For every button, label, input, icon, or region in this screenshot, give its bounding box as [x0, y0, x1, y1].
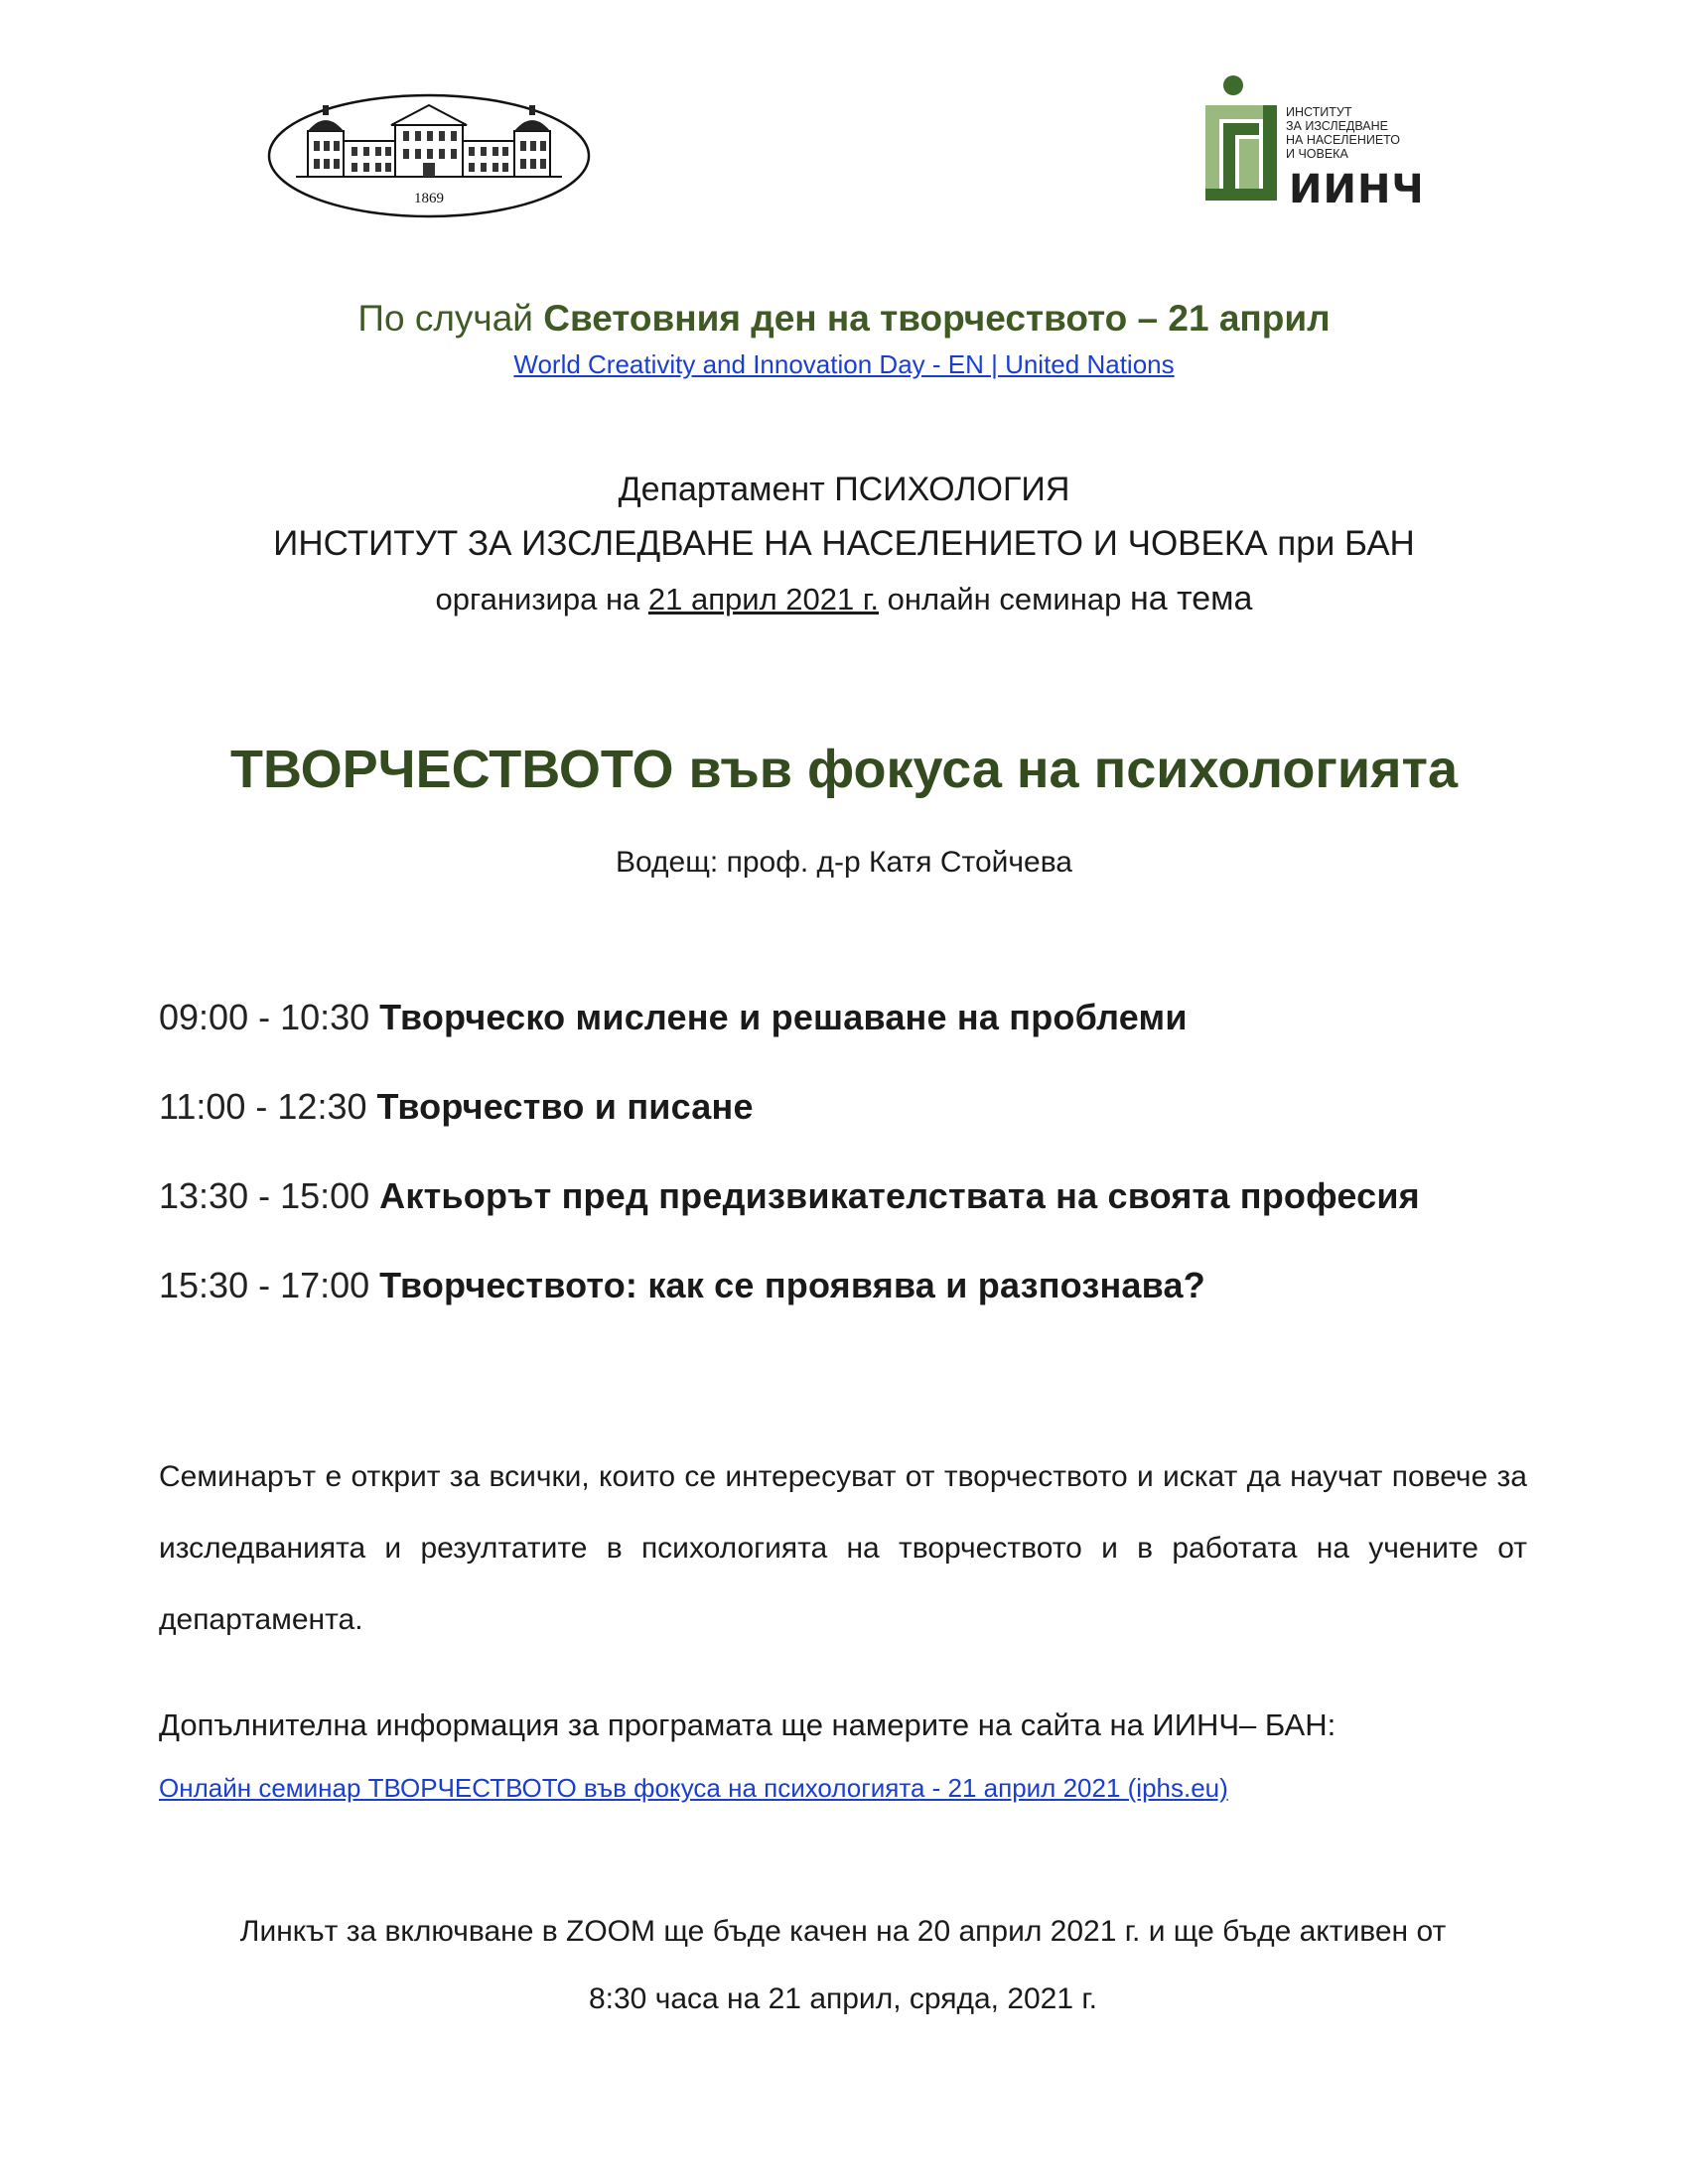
bas-logo: [266, 91, 592, 220]
program-time: 15:30 - 17:00: [159, 1265, 380, 1305]
program-topic: Актьорът пред предизвикателствата на своята професия: [379, 1175, 1420, 1216]
organizes-line: [0, 580, 1688, 618]
program-topic: Творческо мислене и решаване на проблеми: [379, 997, 1188, 1037]
zoom-info: [159, 1898, 1527, 2033]
zoom-line-2: 8:30 часа на 21 април, сряда, 2021 г.: [588, 1982, 1098, 2015]
program-item: [159, 997, 1188, 1038]
more-info-text: Допълнителна информация за програмата ще намерите на сайта на ИИНЧ– БАН:: [159, 1707, 1336, 1742]
seminar-title: ТВОРЧЕСТВОТО във фокуса на психологията: [229, 740, 1458, 799]
bas-year: 1869: [414, 191, 444, 206]
occasion-bold: Световния ден на творчеството – 21 април: [543, 298, 1331, 339]
program-time: 11:00 - 12:30: [159, 1086, 377, 1127]
program-topic: Творчеството: как се проявява и разпознава?: [379, 1265, 1205, 1305]
program-topic: Творчество и писане: [376, 1086, 754, 1127]
occasion-line: [0, 298, 1688, 340]
un-link-row: [0, 349, 1688, 380]
program-time: 09:00 - 10:30: [159, 997, 380, 1037]
un-link[interactable]: World Creativity and Innovation Day - EN | United Nations: [513, 349, 1175, 379]
program-time: 13:30 - 15:00: [159, 1175, 380, 1216]
organizes-suffix: на тема: [1129, 580, 1253, 617]
ihps-logo: [1201, 71, 1425, 212]
institute-line: ИНСТИТУТ ЗА ИЗСЛЕДВАНЕ НА НАСЕЛЕНИЕТО И ЧОВЕКА при БАН: [273, 524, 1415, 563]
program-item: [159, 1265, 1205, 1306]
department-line: Департамент ПСИХОЛОГИЯ: [618, 471, 1070, 508]
organizes-date: 21 април 2021 г.: [647, 582, 880, 616]
ihps-text-line-3: НА НАСЕЛЕНИЕТО: [1286, 133, 1400, 147]
ihps-text-line-4: И ЧОВЕКА: [1286, 147, 1348, 161]
organizes-middle: онлайн семинар: [879, 582, 1130, 616]
ihps-emblem-icon: [1201, 71, 1285, 210]
occasion-prefix: По случай: [357, 298, 544, 339]
program-item: [159, 1086, 754, 1128]
seminar-description: Семинарът е открит за всички, които се интересуват от творчеството и искат да научат повече за изследванията и резултатите в психологията на творчеството и в работата на учените от департамента.: [159, 1460, 1527, 1636]
organizes-prefix: организира на: [435, 582, 648, 616]
zoom-line-1: Линкът за включване в ZOOM ще бъде качен на 20 април 2021 г. и ще бъде активен от: [239, 1915, 1447, 1948]
iphs-seminar-link[interactable]: Онлайн семинар ТВОРЧЕСТВОТО във фокуса на психологията - 21 април 2021 (iphs.eu): [159, 1773, 1228, 1803]
ihps-text-line-2: ЗА ИЗСЛЕДВАНЕ: [1286, 119, 1388, 133]
seminar-host: Водещ: проф. д-р Катя Стойчева: [616, 846, 1072, 879]
program-item: [159, 1175, 1420, 1217]
ihps-abbreviation: ИИНЧ: [1289, 167, 1425, 212]
ihps-text-line-1: ИНСТИТУТ: [1286, 105, 1352, 119]
bas-building-icon: [266, 91, 592, 220]
